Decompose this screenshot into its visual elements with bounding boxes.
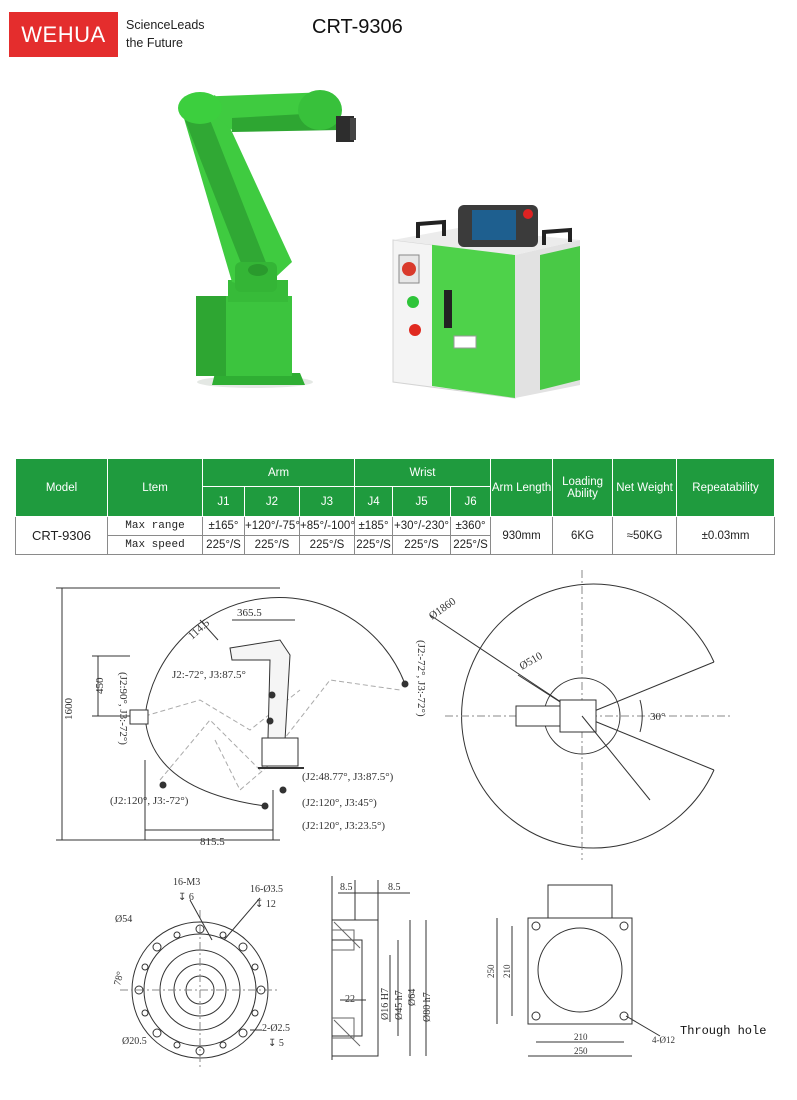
cell-arm-length: 930mm [491,517,553,555]
flange-hole25: 2-Ø2.5 [262,1023,291,1034]
section-d80: Ø80 h7 [422,992,433,1022]
pose-label-1: J2:-72°, J3:87.5° [172,669,246,681]
cell-speed-j3: 225°/S [300,536,355,555]
col-j1: J1 [203,487,245,517]
base-drawing [497,885,660,1056]
cell-range-j3: +85°/-100° [300,517,355,536]
section-d64: Ø64 [407,988,418,1006]
cell-range-j6: ±360° [451,517,491,536]
flange-d54: Ø54 [115,914,133,925]
flange-labels [112,877,290,1049]
product-illustration [0,70,797,430]
flange-hole35-depth: ↧ 12 [255,899,276,910]
col-j3: J3 [300,487,355,517]
cell-speed-j4: 225°/S [355,536,393,555]
cell-net-weight: ≈50KG [613,517,677,555]
cell-repeatability: ±0.03mm [677,517,775,555]
dim-450: 450 [94,677,106,694]
control-cabinet-illustration [393,205,580,398]
col-loading-ability: Loading Ability [553,459,613,517]
col-model: Model [16,459,108,517]
dim-365: 365.5 [237,607,262,619]
flange-hole25-depth: ↧ 5 [268,1038,284,1049]
base-d250v: 250 [486,964,496,978]
cell-speed-j6: 225°/S [451,536,491,555]
col-repeatability: Repeatability [677,459,775,517]
dim-114: 114.5 [185,617,213,643]
col-arm-length: Arm Length [491,459,553,517]
pose-label-7: (J2:120°, J3:23.5°) [302,820,386,832]
robot-arm-illustration [178,90,356,388]
pose-label-6: (J2:120°, J3:45°) [302,797,377,809]
cell-range-j5: +30°/-230° [393,517,451,536]
through-hole-label: Through hole [680,1024,767,1038]
cell-loading-ability: 6KG [553,517,613,555]
col-arm: Arm [203,459,355,487]
pose-label-5: (J2:120°, J3:-72°) [110,795,189,807]
cell-model: CRT-9306 [16,517,108,555]
brand-tagline [126,16,205,52]
col-item: Ltem [108,459,203,517]
dim-1600: 1600 [63,698,75,720]
section-d85b: 8.5 [388,882,401,893]
angle-30: 30° [650,711,666,723]
tagline-line-1: ScienceLeads [126,18,205,32]
base-d210h: 210 [574,1032,588,1042]
tagline-line-2: the Future [126,36,183,50]
section-d16: Ø16 H7 [380,988,391,1020]
col-j4: J4 [355,487,393,517]
col-net-weight: Net Weight [613,459,677,517]
cell-max-speed-label: Max speed [108,536,203,555]
col-j6: J6 [451,487,491,517]
cell-speed-j1: 225°/S [203,536,245,555]
pose-label-4: (J2:48.77°, J3:87.5°) [302,771,394,783]
table-row-range [16,517,775,536]
flange-angle: 78° [112,970,127,987]
technical-drawings [0,565,797,1100]
col-j2: J2 [245,487,300,517]
flange-m3: 16-M3 [173,877,201,888]
cell-range-j2: +120°/-75° [245,517,300,536]
flange-m3-depth: ↧ 6 [178,892,194,903]
side-view-labels [63,607,427,848]
dim-510: Ø510 [517,649,545,673]
base-hole: 4-Ø12 [652,1035,675,1045]
page-title: CRT-9306 [312,16,403,38]
section-d45: Ø45 h7 [394,990,405,1020]
flange-hole35: 16-Ø3.5 [250,884,284,895]
section-d22: 22 [345,994,355,1005]
spec-table [15,458,775,555]
base-d250h: 250 [574,1046,588,1056]
top-view-drawing [430,570,730,860]
pose-label-2: (J2:90°, J3:-72°) [117,672,129,745]
cell-speed-j2: 225°/S [245,536,300,555]
pose-label-3: (J2:-72°, J3:-72°) [415,640,427,717]
dim-815: 815.5 [200,836,225,848]
brand-logo: WEHUA [9,12,118,57]
base-d210v: 210 [502,964,512,978]
cell-max-range-label: Max range [108,517,203,536]
cell-range-j1: ±165° [203,517,245,536]
cell-range-j4: ±185° [355,517,393,536]
table-header-row [16,459,775,487]
section-drawing [332,876,426,1060]
section-d85a: 8.5 [340,882,353,893]
cell-speed-j5: 225°/S [393,536,451,555]
col-j5: J5 [393,487,451,517]
dim-1860: Ø1860 [426,595,459,623]
flange-d205: Ø20.5 [122,1036,147,1047]
col-wrist: Wrist [355,459,491,487]
